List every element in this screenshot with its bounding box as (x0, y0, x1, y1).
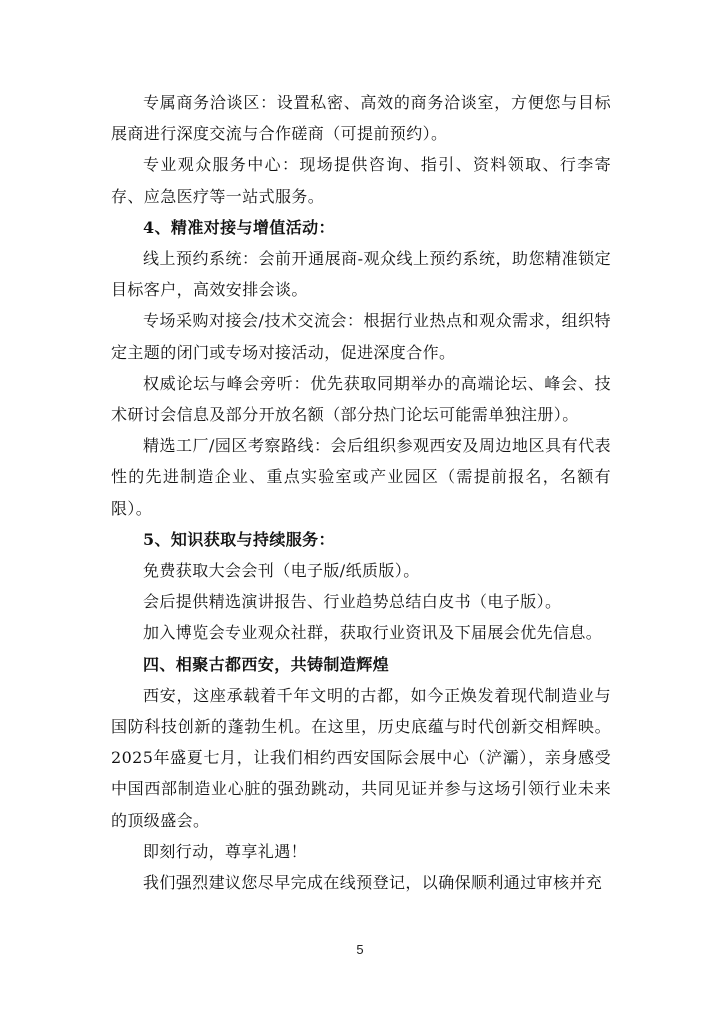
page-number: 5 (356, 942, 364, 957)
paragraph-factory-tour: 精选工厂/园区考察路线：会后组织参观西安及周边地区具有代表性的先进制造企业、重点实验室或产业园区（需提前报名，名额有限）。 (111, 436, 611, 518)
paragraph-free-catalog: 免费获取大会会刊（电子版/纸质版）。 (143, 561, 420, 581)
paragraph-call-to-action: 即刻行动，尊享礼遇！ (143, 841, 308, 861)
paragraph-business-lounge: 专属商务洽谈区：设置私密、高效的商务洽谈室，方便您与目标展商进行深度交流与合作磋商（可提前预约）。 (111, 93, 611, 144)
heading-matchmaking: 4、精准对接与增值活动： (143, 217, 335, 237)
paragraph-post-show-reports: 会后提供精选演讲报告、行业趋势总结白皮书（电子版）。 (143, 592, 562, 612)
heading-section-four: 四、相聚古都西安，共铸制造辉煌 (143, 654, 390, 674)
paragraph-forum-access: 权威论坛与峰会旁听：优先获取同期举办的高端论坛、峰会、技术研讨会信息及部分开放名额（部分热门论坛可能需单独注册）。 (111, 373, 611, 425)
document-body (111, 87, 611, 898)
paragraph-procurement-meeting: 专场采购对接会/技术交流会：根据行业热点和观众需求，组织特定主题的闭门或专场对接活动，促进深度合作。 (111, 311, 611, 362)
paragraph-online-booking: 线上预约系统：会前开通展商-观众线上预约系统，助您精准锁定目标客户，高效安排会谈。 (111, 249, 611, 300)
paragraph-xian-intro: 西安，这座承载着千年文明的古都，如今正焕发着现代制造业与国防科技创新的蓬勃生机。在这里，历史底蕴与时代创新交相辉映。2025年盛夏七月，让我们相约西安国际会展中心（浐灞），亲身感受中国西部制造业心脏的强劲跳动，共同见证并参与这场引领行业未来的顶级盛会。 (111, 685, 611, 830)
heading-knowledge-services: 5、知识获取与持续服务： (143, 529, 335, 549)
paragraph-visitor-service-center: 专业观众服务中心：现场提供咨询、指引、资料领取、行李寄存、应急医疗等一站式服务。 (111, 155, 611, 206)
paragraph-pre-registration: 我们强烈建议您尽早完成在线预登记，以确保顺利通过审核并充 (143, 873, 603, 893)
paragraph-community: 加入博览会专业观众社群，获取行业资讯及下届展会优先信息。 (143, 623, 603, 643)
